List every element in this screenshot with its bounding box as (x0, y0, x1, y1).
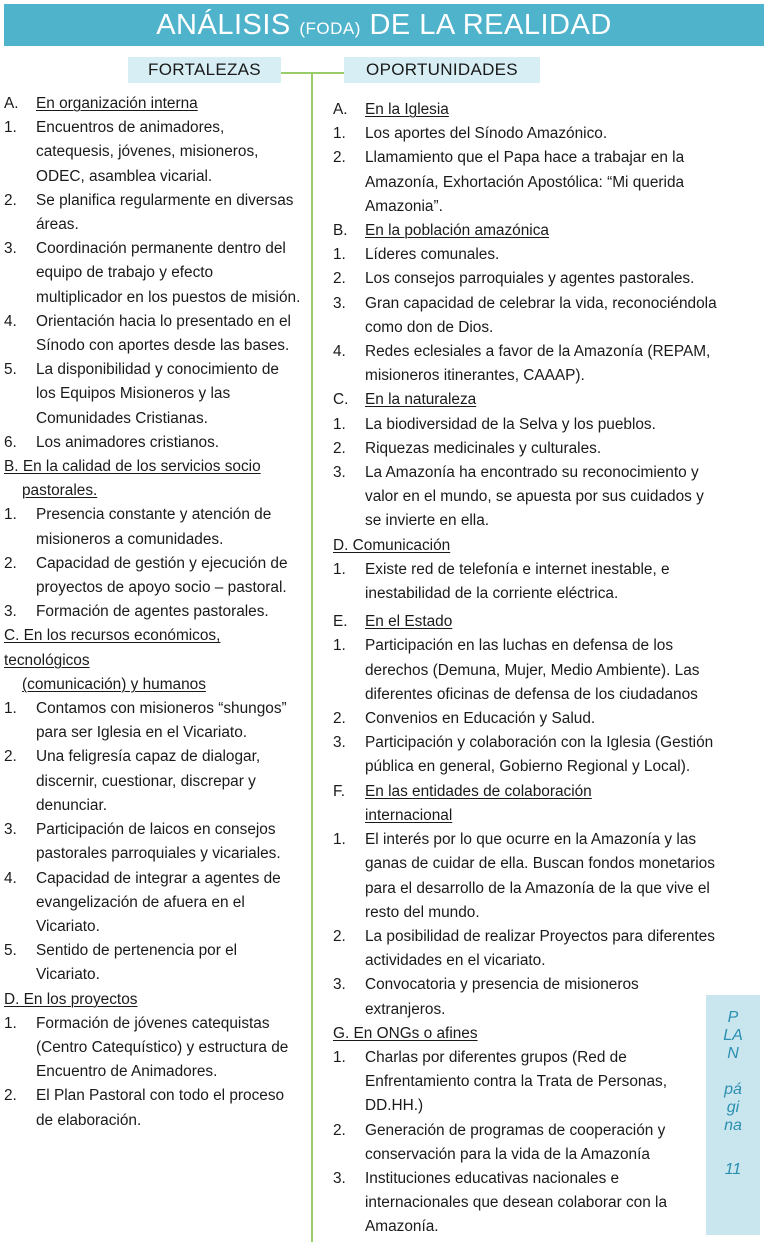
item-number: 1. (4, 1014, 17, 1032)
list-item (333, 707, 723, 731)
item-number: 1. (333, 637, 346, 655)
section-title: D. Comunicación (333, 536, 451, 554)
item-number: 3. (333, 734, 346, 752)
list-item (4, 867, 302, 940)
item-text: Gran capacidad de celebrar la vida, reconociéndola como don de Dios. (365, 294, 717, 336)
list-item (4, 1084, 302, 1132)
item-number: 1. (333, 125, 346, 143)
list-item (4, 1012, 302, 1085)
item-text: La biodiversidad de la Selva y los pueblos. (365, 415, 656, 433)
item-text: Sentido de pertenencia por el Vicariato. (36, 942, 238, 984)
section-title: En el Estado (365, 613, 453, 631)
list-item (333, 973, 723, 1021)
section-title: En la naturaleza (365, 391, 477, 409)
item-text: Participación de laicos en consejos pastorales parroquiales y vicariales. (36, 821, 281, 863)
list-item (333, 243, 723, 267)
item-text: Convocatoria y presencia de misioneros extranjeros. (365, 976, 639, 1018)
item-number: 1. (333, 246, 346, 264)
item-text: Presencia constante y atención de misioneros a comunidades. (36, 506, 272, 548)
oportunidades-label: OPORTUNIDADES (344, 57, 540, 83)
section-heading (4, 988, 302, 1012)
item-number: 3. (4, 821, 17, 839)
list-item (4, 358, 302, 431)
item-text: Encuentros de animadores, catequesis, jóvenes, misioneros, ODEC, asamblea vicarial. (36, 119, 259, 185)
item-number: 5. (4, 942, 17, 960)
page-number: 11 (724, 1161, 742, 1178)
title-part-1: ANÁLISIS (156, 9, 300, 41)
item-text: Líderes comunales. (365, 246, 500, 264)
item-number: 2. (333, 927, 346, 945)
list-item (4, 503, 302, 551)
section-heading (333, 98, 723, 122)
item-text: Formación de jóvenes catequistas (Centro Catequístico) y estructura de Encuentro de Animadores. (36, 1014, 289, 1081)
item-number: 3. (4, 603, 17, 621)
section-title: G. En ONGs o afines (333, 1024, 478, 1042)
list-item (333, 340, 723, 388)
item-number: 2. (333, 149, 346, 167)
section-letter: F. (333, 782, 345, 800)
side-letter: LA (723, 1027, 743, 1044)
item-number: 2. (333, 710, 346, 728)
item-text: La posibilidad de realizar Proyectos para diferentes actividades en el vicariato. (365, 927, 715, 970)
item-text: Riquezas medicinales y culturales. (365, 439, 602, 457)
list-item (4, 745, 302, 818)
list-item (333, 413, 723, 437)
section-title: En las entidades de colaboración internacional (365, 782, 592, 824)
item-text: Instituciones educativas nacionales e internacionales que desean colaborar con la Amazonía. (365, 1169, 668, 1236)
section-title-cont: (comunicación) y humanos (22, 675, 206, 693)
list-item (333, 146, 723, 219)
side-letter: pá (724, 1081, 742, 1098)
item-number: 3. (333, 1169, 346, 1187)
item-number: 2. (4, 1087, 17, 1105)
section-title: B. En la calidad de los servicios socio (4, 458, 261, 476)
list-item (333, 122, 723, 146)
list-item (4, 237, 302, 310)
section-letter: E. (333, 613, 348, 631)
title-small: (FODA) (299, 19, 361, 38)
item-text: Participación en las luchas en defensa de los derechos (Demuna, Mujer, Medio Ambiente). Las diferentes oficinas de defensa de los ciudadanos (365, 637, 700, 703)
item-number: 3. (333, 294, 346, 312)
side-letter: N (727, 1045, 739, 1062)
item-number: 5. (4, 361, 17, 379)
item-text: Una feligresía capaz de dialogar, discernir, cuestionar, discrepar y denunciar. (36, 748, 261, 814)
item-text: Los aportes del Sínodo Amazónico. (365, 125, 608, 143)
item-number: 3. (333, 976, 346, 994)
side-letter: P (727, 1009, 739, 1026)
item-number: 1. (333, 415, 346, 433)
fortalezas-column (4, 92, 302, 1133)
section-heading (333, 1022, 723, 1046)
list-item (333, 267, 723, 291)
column-divider (311, 72, 313, 1242)
item-number: 1. (4, 700, 17, 718)
side-letter: gi (726, 1099, 740, 1116)
item-text: Formación de agentes pastorales. (36, 603, 269, 621)
list-item (4, 310, 302, 358)
item-text: Orientación hacia lo presentado en el Sínodo con aportes desde las bases. (36, 312, 291, 355)
item-text: Charlas por diferentes grupos (Red de Enfrentamiento contra la Trata de Personas, DD.HH.) (365, 1048, 667, 1115)
item-text: Existe red de telefonía e internet inestable, e inestabilidad de la corriente eléctrica. (365, 560, 670, 603)
list-item (333, 461, 723, 534)
item-number: 2. (4, 748, 17, 766)
item-text: Coordinación permanente dentro del equipo de trabajo y efecto multiplicador en los puestos de misión. (36, 240, 301, 306)
list-item (333, 558, 723, 606)
section-letter: A. (333, 101, 348, 118)
item-number: 4. (4, 869, 17, 887)
section-title: En organización interna (36, 95, 198, 112)
list-item (333, 828, 723, 925)
page-title-banner (4, 4, 764, 46)
item-text: Participación y colaboración con la Iglesia (Gestión pública en general, Gobierno Regional y Local). (365, 734, 714, 776)
section-heading (333, 780, 723, 828)
page-sidebar (706, 995, 760, 1235)
item-number: 2. (4, 191, 17, 209)
item-number: 2. (333, 439, 346, 457)
item-number: 2. (333, 1121, 346, 1139)
item-text: Los animadores cristianos. (36, 433, 220, 451)
fortalezas-label: FORTALEZAS (128, 57, 281, 83)
list-item (333, 292, 723, 340)
item-number: 4. (4, 312, 17, 330)
list-item (4, 697, 302, 745)
item-text: La Amazonía ha encontrado su reconocimiento y valor en el mundo, se apuesta por sus cuidados y se invierte en ella. (365, 464, 704, 530)
section-title: C. En los recursos económicos, tecnológicos (4, 627, 221, 669)
item-text: Redes eclesiales a favor de la Amazonía (REPAM, misioneros itinerantes, CAAAP). (365, 343, 711, 385)
list-item (333, 925, 723, 973)
item-number: 1. (333, 1048, 346, 1066)
section-title: En la Iglesia (365, 101, 449, 118)
list-item (4, 431, 302, 455)
section-title-cont: pastorales. (22, 482, 98, 500)
list-item (333, 634, 723, 707)
item-text: Los consejos parroquiales y agentes pastorales. (365, 270, 695, 288)
section-letter: B. (333, 222, 348, 240)
list-item (4, 600, 302, 624)
section-title: En la población amazónica (365, 222, 549, 240)
item-text: Llamamiento que el Papa hace a trabajar en la Amazonía, Exhortación Apostólica: “Mi querida Amazonia”. (365, 149, 685, 215)
item-text: Capacidad de gestión y ejecución de proyectos de apoyo socio – pastoral. (36, 554, 288, 597)
item-text: El interés por lo que ocurre en la Amazonía y las ganas de cuidar de ella. Buscan fondos monetarios para el desarrollo de la Amazonía de la que vive el resto del mundo. (365, 831, 715, 921)
item-number: 6. (4, 433, 17, 451)
item-number: 1. (4, 119, 17, 137)
side-letter: na (724, 1117, 742, 1134)
title-part-2: DE LA REALIDAD (360, 9, 612, 41)
list-item (4, 939, 302, 987)
section-heading (4, 624, 302, 697)
list-item (333, 437, 723, 461)
section-heading (333, 610, 723, 634)
item-text: Generación de programas de cooperación y conservación para la vida de la Amazonía (365, 1121, 666, 1163)
item-number: 1. (333, 831, 346, 849)
item-text: Contamos con misioneros “shungos” para ser Iglesia en el Vicariato. (36, 700, 287, 742)
item-number: 3. (4, 240, 17, 258)
item-text: Se planifica regularmente en diversas áreas. (36, 191, 294, 234)
list-item (333, 1046, 723, 1119)
section-heading (333, 534, 723, 558)
section-heading (333, 219, 723, 243)
section-letter: C. (333, 391, 349, 409)
section-letter: A. (4, 95, 19, 112)
list-item (4, 552, 302, 600)
list-item (4, 189, 302, 237)
item-text: Capacidad de integrar a agentes de evangelización de afuera en el Vicariato. (36, 869, 281, 935)
item-text: Convenios en Educación y Salud. (365, 710, 596, 728)
item-number: 2. (4, 554, 17, 572)
oportunidades-column (333, 98, 723, 1240)
item-number: 4. (333, 343, 346, 361)
item-number: 1. (4, 506, 17, 524)
list-item (333, 731, 723, 779)
list-item (4, 116, 302, 189)
item-number: 1. (333, 560, 346, 578)
item-number: 2. (333, 270, 346, 288)
list-item (4, 818, 302, 866)
section-heading (333, 388, 723, 412)
item-number: 3. (333, 464, 346, 482)
section-heading (4, 92, 302, 116)
section-heading (4, 455, 302, 503)
list-item (333, 1167, 723, 1240)
list-item (333, 1119, 723, 1167)
item-text: La disponibilidad y conocimiento de los Equipos Misioneros y las Comunidades Cristianas. (36, 361, 279, 427)
item-text: El Plan Pastoral con todo el proceso de elaboración. (36, 1087, 285, 1129)
section-title: D. En los proyectos (4, 990, 138, 1008)
